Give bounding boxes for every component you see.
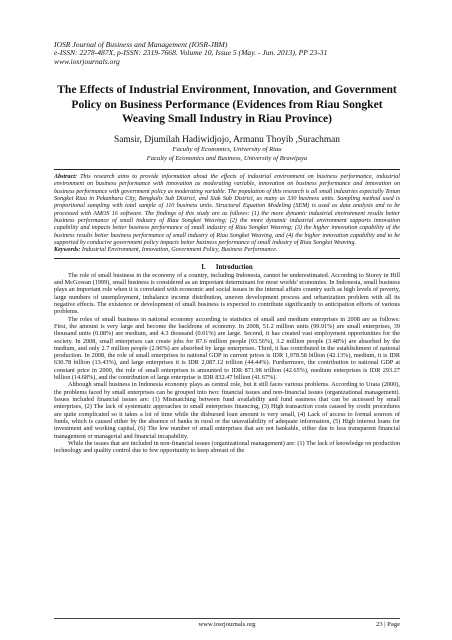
- journal-issn: e-ISSN: 2278-487X, p-ISSN: 2319-7668. Volume 10, Issue 5 (May. - Jun. 2013), PP 23-31: [54, 48, 328, 58]
- journal-name: IOSR Journal of Business and Management (IOSR-JBM): [54, 40, 228, 49]
- footer-rule: [54, 618, 400, 619]
- journal-header: [54, 0, 400, 66]
- abstract: [54, 174, 400, 247]
- paragraph-4: While the issues that are included in non-financial issues (organizational management) are: (1) The lack of knowledge on production technology and quality control due to few opportunity to keep abreast of the: [54, 439, 400, 455]
- abstract-top-rule: [54, 169, 400, 170]
- author-list: Samsir, Djumilah Hadiwidjojo, Armanu Thoyib ,Surachman: [114, 135, 340, 146]
- page-number: 23 | Page: [375, 621, 400, 628]
- journal-site: www.iosrjournals.org: [54, 56, 120, 66]
- keywords-text: Industrial Environment, Innovation, Government Policy, Business Performance.: [80, 247, 278, 254]
- abstract-text: This research aims to provide information about the effects of industrial environment on business performance, industrial environment on business performance with innovation as moderating variable, innovation on business performance and innovation on business performance with government policy as moderating variable. The population of this research is all small industries especially Tenun Songket Riau in Pekanbaru City, Bengkalis Sub District, and Siak Sub District, as many as 330 business units. Sampling method used is proportional sampling with total sample of 110 business units. Structural Equation Modeling (SEM) is used as data analysis and to be processed with AMOS 16 software. The findings of this study are as follows: (1) the more dynamic industrial environment results better business performance of small industry of Riau Songket Weaving; (2) the more dynamic industrial environment supports innovation capability and impacts better business performance of small industry of Riau Songket Weaving; (3) the higher innovation capability of the business results better business performance of small industry of Riau Songket Weaving, and (4) the higher innovation capability and to be supported by conducive government policy impacts better business performance of small industry of Riau Songket Weaving.: [54, 173, 400, 246]
- keywords: [54, 247, 400, 254]
- keywords-label: Keywords:: [54, 247, 81, 254]
- paragraph-2: The roles of small business in national economy according to statistics of small and medium enterprises in 2008 are as follows: First, the amount is very large and become the backbone of economy. In 2008, 51.2 million units (99.91%) are small enterprises, 39 thousand units (0.08%) are medium, and 4.3 thousand (0.01%) are large. Second, it has created vast employment opportunities for the society. In 2008, small enterprises can create jobs for 87.6 million people (93.56%), 3.2 million people (3.48%) are absorbed by the medium, and only 2.7 million people (2.96%) are absorbed by large enterprises. Third, it has contributed in the establishment of national production. In 2008, the role of small enterprises to national GDP in current prices is IDR 1,978.58 billion (42.13%), medium, it is IDR 630.78 billion (13.43%), and large enterprises it is IDR 2,087.12 trillion (44.44%). Furthermore, the contribution to national GDP at constant price in 2000, the role of small enterprises is amounted to IDR 871.98 trillion (42.65%), medium enterprises is IDR 293.27 billion (14.68%), and the contribution of large enterprise is IDR 832.47 billion (41.67%).: [54, 315, 400, 382]
- page-footer: [54, 618, 400, 629]
- affiliation-1: Faculty of Economics, University of Riau: [172, 146, 282, 154]
- paper-title: The Effects of Industrial Environment, Innovation, and Government Policy on Business Performance (Evidences from Riau Songket Weaving Small Industry in Riau Province): [57, 83, 397, 126]
- paragraph-3: Although small business in Indonesia economy plays as central role, but it still faces various problems. According to Urata (2000), the problems faced by small enterprises can be grouped into two: financial issues and non-financial issues (organizational management). Issues included financial issues are: (1) Mismatching between fund availability and fund easiness that can be accessed by small enterprises, (2) The lack of systematic approaches to small enterprises financing, (3) High transaction costs caused by credit procedures are quite complicated so it takes a lot of time while the disbursed loan amount is very small, (4) Lack of access to formal sources of funds, which is caused either by the absence of banks in rural or the unavailability of adequate information, (5) High interest loans for investment and working capital, (6) The low number of small enterprises that are not bankable, either due to less transparent financial management or managerial and financial incapability.: [54, 381, 400, 440]
- abstract-bottom-rule: [54, 258, 400, 259]
- abstract-label: Abstract:: [54, 173, 78, 180]
- section-heading-introduction: I. Introduction: [201, 263, 253, 271]
- paragraph-1: The role of small business in the economy of a country, including Indonesia, cannot be underestimated. According to Storey in Hill and McGowan (1999), small business is considered as an important determinant for most worlds' economies. In Indonesia, small business plays an important role when it is correlated with economic and social issues in the internal affairs country such as high levels of poverty, large numbers of unemployment, imbalance income distribution, uneven development process and urbanization problem with all its negative effects. The existence or development of small business is expected to contribute significantly to anticipation efforts of various problems.: [54, 271, 400, 316]
- affiliation-2: Faculty of Economics and Business, University of Brawijaya: [146, 154, 308, 162]
- footer-url: www.iosrjournals.org: [198, 621, 256, 628]
